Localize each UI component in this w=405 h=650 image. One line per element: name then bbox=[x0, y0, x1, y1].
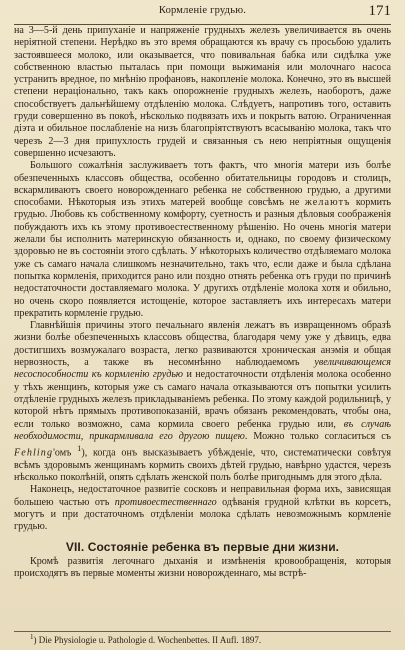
paragraph-section-intro bbox=[14, 556, 391, 581]
paragraph-2-text-b: кормить грудью. Любовь къ собственному комфорту, суетность и разныя дѣловыя соображенія побуждаютъ ихъ къ этому противоестественному рѣшенію. Но очень многія матери желали бы исполнить материнскую обязанность и, однако, по своему физическому здоровью не въ состояніи этого сдѣлать. У нѣкоторыхъ количество отдѣляемаго молока уже съ самаго начала слишкомъ незначительно, такъ что, если даже и была сдѣлана попытка кормленія, приходится рано или поздно отнять ребенка отъ груди по причинѣ недостаточности доставляемаго молока. У другихъ отдѣленіе молока хотя и обильно, но очень скоро появляется истощеніе, которое заставляетъ ихъ интересахъ матери прекратить кормленіе грудью. bbox=[14, 197, 391, 319]
paragraph-nursing-decline bbox=[14, 160, 391, 320]
paragraph-causes bbox=[14, 320, 391, 484]
paragraph-4-text-a: Наконецъ, недостаточное развитіе сосковъ и неправильная форма ихъ, зависящая большею частью отъ bbox=[14, 484, 391, 508]
paragraph-3-text-e: ), когда онъ высказываетъ убѣжденіе, что, систематически совѣтуя всѣмъ здоровымъ женщинамъ кормить своихъ дѣтей грудью, навѣрно удастся, черезъ нѣсколько поколѣній, опять сдѣлать женской полъ болѣе пригоднымъ для этого дѣла. bbox=[14, 447, 391, 484]
footnote-line bbox=[14, 635, 391, 646]
footnote bbox=[14, 631, 391, 646]
section-paragraph-text: Кромѣ развитія легочнаго дыханія и измѣненія кровообращенія, которыя происходятъ въ первые моменты жизни новорожденнаго, мы встрѣ- bbox=[14, 555, 391, 579]
paragraph-4-text-b: одѣванія грудной клѣтки въ корсетъ, могутъ и при достаточномъ отдѣленіи молока сдѣлать невозможнымъ кормленіе грудью. bbox=[14, 496, 391, 533]
author-name: Fehling bbox=[14, 447, 54, 459]
footnote-mark: 1 bbox=[30, 633, 34, 641]
paragraph-3-text-d: 'омъ bbox=[53, 447, 78, 459]
paragraph-3-emphasis-1: увеличивающемся несоспособности къ кормленію грудью bbox=[14, 357, 391, 381]
paragraph-4-emphasis: противоестественнаго bbox=[114, 496, 217, 508]
paragraph-3-text-b: и недостаточности отдѣленія молока особенно у тѣхъ женщинъ, которыя уже съ самаго начала отказываются отъ попытки усилить отдѣленіе грудныхъ железъ прикладываніемъ ребенка. По этому каждой родильницѣ, у которой нѣтъ прямыхъ противопоказаній, врачъ обязанъ рекомендовать, чтобы она, если только возможно, сама кормила своего ребенка грудью или, bbox=[14, 369, 391, 430]
paragraph-continuation bbox=[14, 25, 391, 160]
page-text bbox=[14, 25, 391, 580]
running-head bbox=[14, 4, 391, 25]
paragraph-1-text: на 3—5-й день припуханіе и напряженіе грудныхъ железъ увеличивается въ очень неріятной степени. Нерѣдко въ это время обращаются къ врачу съ просьбою удалить застоявшееся молоко, или оказывается, что повивальная бабка или сидѣлка уже собственною властью пыталась при помощи выжиманія или молочнаго насоса устранить вредное, по мнѣнію профановъ, накопленіе молока. Конечно, это въ высшей степени нераціонально, такъ какъ опорожненіе грудныхъ железъ, наоборотъ, даже способствуетъ дальнѣйшему отдѣленію молока. Слѣдуетъ, напротивъ того, оставить груди совершенно въ покоѣ, нѣсколько подвязать ихъ и покрыть ватою. Ограниченная діэта и обильное послабленіе на низъ благопріятствуютъ всасыванію молока, такъ что черезъ 2—3 дня припухлость грудей и связанныя съ нею непріятныя ощущенія совершенно исчезаютъ. bbox=[14, 25, 391, 159]
footnote-reference: 1 bbox=[77, 444, 82, 454]
paragraph-3-text-c: . Можно только согласиться съ bbox=[244, 430, 392, 442]
page-number: 171 bbox=[368, 3, 391, 19]
paragraph-2-text-a: Большого сожалѣнія заслуживаетъ тотъ фактъ, что многія матери изъ болѣе обезпеченныхъ классовъ общества, особенно обитательницы городовъ и столицъ, вскармливаютъ своего новорожденнаго ребенка не собственною грудью, а другими способами. Нѣкоторыя изъ этихъ матерей вообще совсѣмъ не bbox=[14, 160, 391, 209]
running-title: Кормленіе грудью. bbox=[158, 5, 247, 16]
paragraph-2-emphasis: желаютъ bbox=[304, 197, 351, 209]
paragraph-3-text-a: Главнѣйшія причины этого печальнаго явленія лежатъ въ извращенномъ образѣ жизни болѣе обезпеченныхъ классовъ общества, благодаря чему уже у дѣвицъ, едва достигшихъ возмужалаго возраста, легко развиваются хроническая анэмія и общая нервозность, а также въ несомнѣнно наблюдаемомъ bbox=[14, 320, 391, 369]
section-heading: VII. Состояніе ребенка въ первые дни жизни. bbox=[65, 539, 340, 554]
paragraph-nipples bbox=[14, 484, 391, 533]
paragraph-3-emphasis-2: въ случаѣ необходимости, прикармливала его другою пищею bbox=[14, 418, 391, 442]
footnote-text: ) Die Physiologie u. Pathologie d. Wochenbettes. II Aufl. 1897. bbox=[33, 635, 262, 645]
